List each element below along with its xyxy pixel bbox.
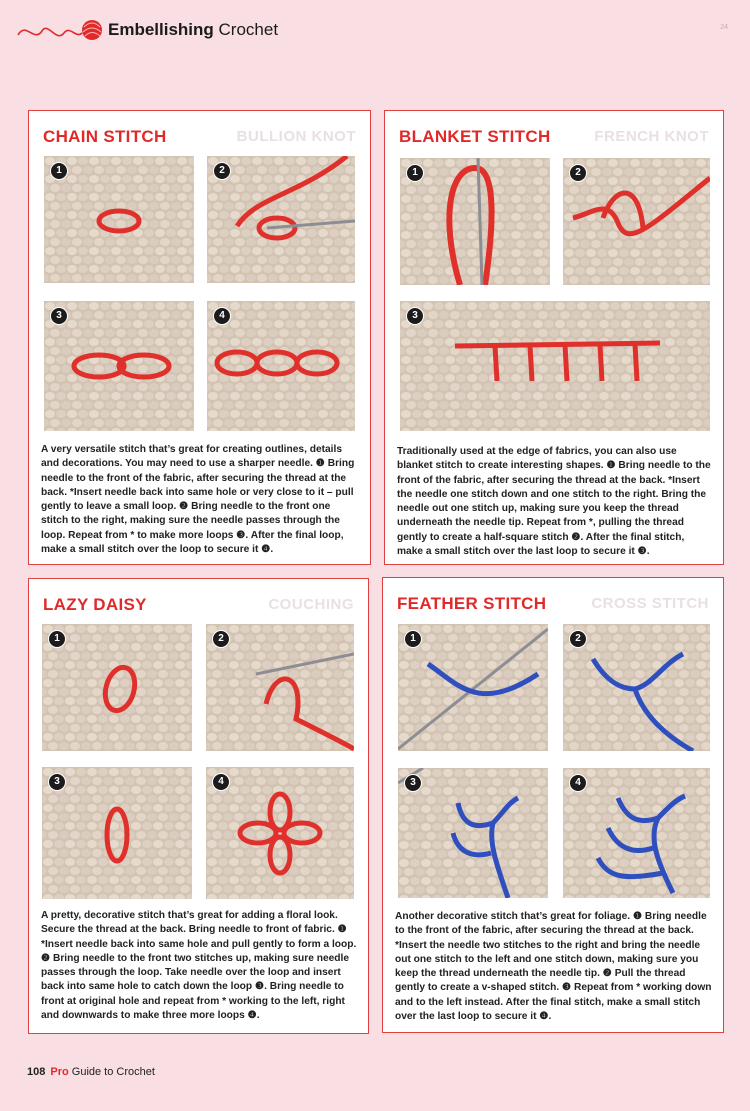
- panel-lazy-daisy: [28, 578, 369, 1034]
- step-number: 1: [404, 630, 422, 648]
- step-number: 4: [213, 307, 231, 325]
- step-photo-4: [207, 301, 355, 431]
- step-photo-1: [398, 624, 548, 751]
- brand-name: Pro: [50, 1066, 69, 1078]
- step-number: 2: [213, 162, 231, 180]
- instructions-text: A pretty, decorative stitch that’s great for adding a floral look. Secure the thread at the back. Bring needle to front of fabric. ❶ *Insert needle back into same hole and pull gently to form a loop. ❷ Bring needle to the front two stitches up, making sure needle passes through the loop. Take needle over the loop and insert back into same hole to catch down the loop ❸. Bring needle to front at original hole and repeat from * working to the left, right and downwards to make three more loops ❹.: [41, 910, 357, 1022]
- bleed-through-heading: CROSS STITCH: [591, 595, 709, 612]
- step-photo-3: [398, 768, 548, 898]
- step-photo-2: [206, 624, 354, 751]
- instructions-text: A very versatile stitch that’s great for creating outlines, details and decorations. You may need to use a sharper needle. ❶ Bring needle to the front of the fabric, after securing the thread at the back. *Insert needle back into same hole or very close to it – pull gently to leave a small loop. ❷ Bring needle to the front one stitch to the right, making sure the needle passes through the loop. Repeat from * to make more loops ❸. After the final loop, make a small stitch over the loop to secure it ❹.: [41, 444, 355, 556]
- step-number: 3: [50, 307, 68, 325]
- step-photo-4: [206, 767, 354, 899]
- panel-title: CHAIN STITCH: [43, 127, 167, 146]
- panel-title: LAZY DAISY: [43, 595, 147, 614]
- step-photo-1: [400, 158, 550, 285]
- step-number: 3: [406, 307, 424, 325]
- instructions-text: Traditionally used at the edge of fabrics, you can also use blanket stitch to create interesting shapes. ❶ Bring needle to the front of the fabric, after securing the thread at the back. *Insert the needle one stitch down and one stitch to the right. Bring the needle out one stitch up, making sure you keep the thread underneath the needle tip. Repeat from *, pulling the thread gently to create a half-square stitch ❷. After the final stitch, make a small stitch over the last loop to secure it ❸.: [397, 446, 711, 558]
- step-photo-3: [44, 301, 194, 431]
- bleed-through-heading: BULLION KNOT: [236, 128, 356, 145]
- step-photo-1: [42, 624, 192, 751]
- step-photo-3: [42, 767, 192, 899]
- step-number: 4: [212, 773, 230, 791]
- panel-feather-stitch: [382, 577, 724, 1033]
- section-title: Embellishing Crochet: [108, 20, 279, 39]
- step-number: 1: [406, 164, 424, 182]
- step-photo-1: [44, 156, 194, 283]
- bleed-through-heading: FRENCH KNOT: [594, 128, 709, 145]
- step-photo-2: [563, 624, 710, 751]
- step-number: 1: [50, 162, 68, 180]
- step-photo-2: [207, 156, 355, 283]
- step-number: 2: [569, 630, 587, 648]
- step-photo-3: [400, 301, 710, 431]
- step-number: 3: [48, 773, 66, 791]
- panel-title: BLANKET STITCH: [399, 127, 551, 146]
- page-footer: [27, 1066, 155, 1078]
- publication-name: Guide to Crochet: [71, 1066, 155, 1078]
- instructions-text: Another decorative stitch that’s great for foliage. ❶ Bring needle to the front of the fabric, after securing the thread at the back. *Insert the needle two stitches to the right and bring the needle out one stitch to the left and one stitch down, making sure you keep the thread underneath the needle tip. ❷ Pull the thread gently to create a v-shaped stitch. ❸ Repeat from * working down and to the left instead. After the final stitch, make a small stitch over the last loop to secure it ❹.: [395, 911, 712, 1023]
- panel-title: FEATHER STITCH: [397, 594, 547, 613]
- step-number: 2: [212, 630, 230, 648]
- page-header: [16, 10, 278, 50]
- step-number: 3: [404, 774, 422, 792]
- step-photo-2: [563, 158, 710, 285]
- step-photo-4: [563, 768, 710, 898]
- step-number: 2: [569, 164, 587, 182]
- bleed-through-heading: COUCHING: [268, 596, 354, 613]
- panel-chain-stitch: [28, 110, 371, 565]
- step-number: 4: [569, 774, 587, 792]
- step-number: 1: [48, 630, 66, 648]
- panel-blanket-stitch: [384, 110, 724, 565]
- page-number: 108: [27, 1066, 46, 1078]
- corner-folio: 24: [720, 24, 728, 31]
- yarn-ball-ornament-icon: [16, 13, 104, 47]
